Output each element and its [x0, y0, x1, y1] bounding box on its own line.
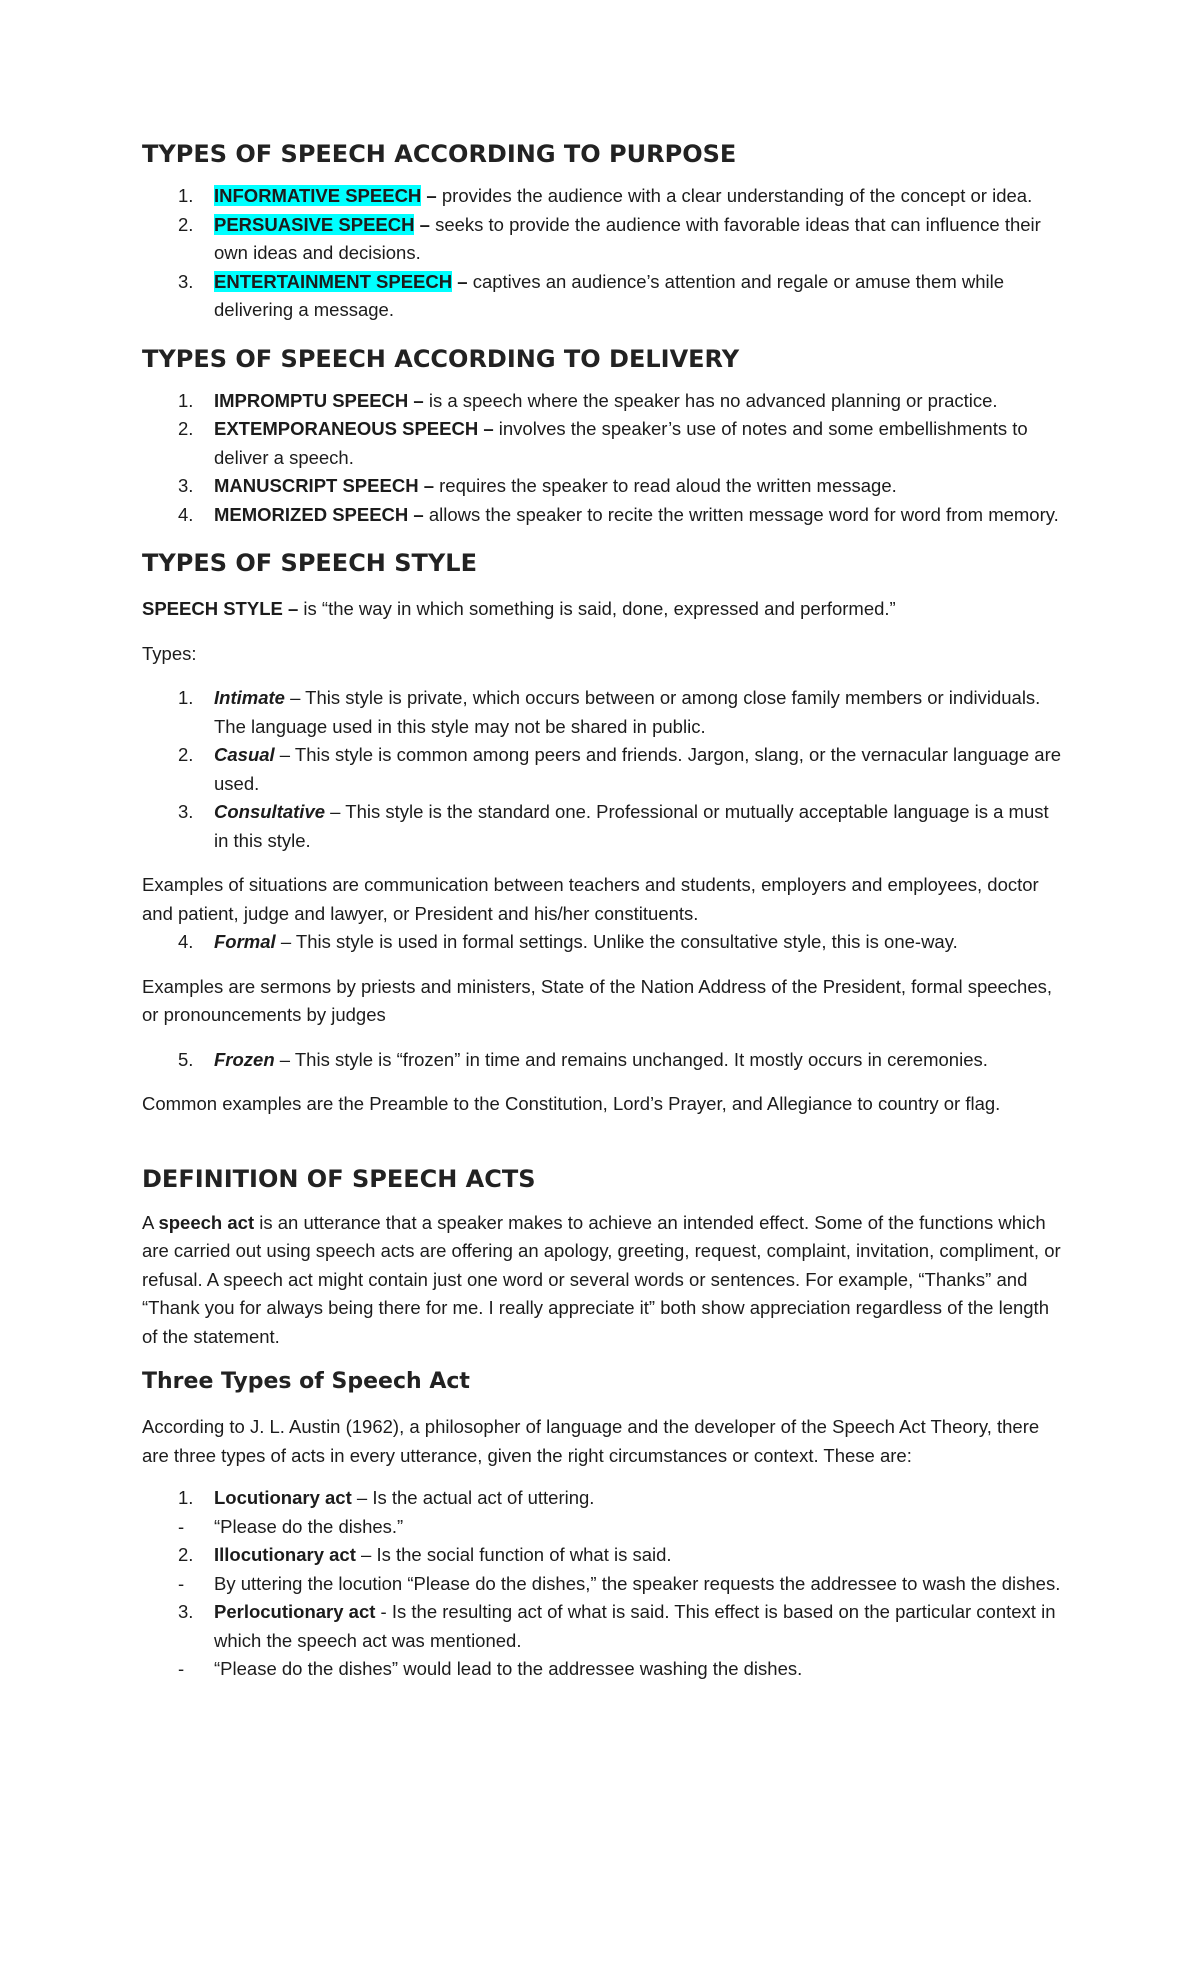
list-item [142, 501, 1062, 530]
item-text: requires the speaker to read aloud the written message. [433, 475, 897, 496]
item-text: – This style is used in formal settings. Unlike the consultative style, this is one-way. [275, 931, 958, 952]
list-item [142, 387, 1062, 416]
heading-delivery: TYPES OF SPEECH ACCORDING TO DELIVERY [142, 344, 740, 373]
highlighted-term: ENTERTAINMENT SPEECH [214, 270, 453, 292]
list-item [142, 928, 1062, 957]
item-term: IMPROMPTU SPEECH – [214, 389, 424, 411]
list-number: 3. [178, 801, 194, 822]
item-term: Consultative [214, 801, 326, 822]
item-term: Perlocutionary act [214, 1601, 376, 1622]
item-text: “Please do the dishes” would lead to the addressee washing the dishes. [214, 1658, 803, 1679]
list-item [142, 415, 1062, 472]
list-item [142, 1598, 1062, 1655]
list-number: 2. [178, 1544, 194, 1565]
list-number: 4. [178, 503, 194, 525]
list-number: 1. [178, 687, 194, 708]
list-number: 2. [178, 744, 194, 765]
item-text: – This style is the standard one. Professional or mutually acceptable language is a must in this style. [214, 801, 1049, 851]
list-number: 3. [178, 1601, 194, 1622]
item-text: seeks to provide the audience with favorable ideas that can influence their own ideas and decisions. [214, 213, 1041, 263]
list-item [142, 211, 1062, 268]
document-content [142, 138, 1062, 1684]
list-number: 3. [178, 270, 194, 292]
para-text: A [142, 1211, 159, 1233]
term-separator: – [414, 213, 436, 235]
examples-paragraph: Examples are sermons by priests and ministers, State of the Nation Address of the President, formal speeches, or pronouncements by judges [142, 975, 1053, 1025]
list-number: 1. [178, 389, 194, 411]
dash-item [142, 1655, 1062, 1684]
list-number: 3. [178, 475, 194, 496]
para-text: is an utterance that a speaker makes to achieve an intended effect. Some of the functions which are carried out using speech acts are offering an apology, greeting, request, complaint, invitation, compliment, or refusal. A speech act might contain just one word or several words or sentences. For example, “Thanks” and “Thank you for always being there for me. I really appreciate it” both show appreciation regardless of the length of the statement. [142, 1211, 1061, 1347]
item-term: MANUSCRIPT SPEECH – [214, 475, 434, 496]
item-text: involves the speaker’s use of notes and some embellishments to deliver a speech. [214, 418, 1028, 468]
item-term: MEMORIZED SPEECH – [214, 503, 424, 525]
list-number: 4. [178, 931, 194, 952]
list-item [142, 1541, 1062, 1570]
item-term: Illocutionary act [214, 1544, 356, 1565]
item-term: Casual [214, 744, 275, 765]
list-number: 5. [178, 1048, 194, 1070]
item-text: – This style is “frozen” in time and remains unchanged. It mostly occurs in ceremonies. [274, 1048, 988, 1070]
intro-paragraph: According to J. L. Austin (1962), a philosopher of language and the developer of the Speech Act Theory, there are three types of acts in every utterance, given the right circumstances or context. These are: [142, 1416, 1040, 1466]
list-number: 2. [178, 418, 194, 439]
item-text: – Is the social function of what is said. [355, 1544, 672, 1565]
dash-marker: - [178, 1515, 185, 1537]
item-term: Formal [214, 931, 276, 952]
list-item [142, 1484, 1062, 1513]
list-number: 2. [178, 213, 194, 235]
list-item [142, 182, 1062, 211]
list-number: 1. [178, 185, 194, 206]
heading-purpose: TYPES OF SPEECH ACCORDING TO PURPOSE [142, 140, 737, 168]
dash-marker: - [178, 1658, 185, 1679]
heading-three-types: Three Types of Speech Act [142, 1369, 470, 1394]
list-item [142, 741, 1062, 798]
item-term: Frozen [214, 1048, 275, 1070]
para-term: speech act [158, 1211, 255, 1233]
speech-act-paragraph [142, 1209, 1062, 1352]
item-term: Locutionary act [214, 1487, 352, 1508]
speech-style-definition [142, 595, 1062, 624]
item-text: is a speech where the speaker has no advanced planning or practice. [423, 389, 998, 411]
term-separator: – [421, 185, 442, 206]
item-text: – This style is common among peers and friends. Jargon, slang, or the vernacular language are used. [214, 744, 1062, 794]
dash-item [142, 1513, 1062, 1542]
item-text: – This style is private, which occurs between or among close family members or individuals. The language used in this style may not be shared in public. [214, 687, 1041, 737]
heading-speech-acts: DEFINITION OF SPEECH ACTS [142, 1164, 536, 1193]
list-number: 1. [178, 1487, 194, 1508]
highlighted-term: PERSUASIVE SPEECH [214, 213, 415, 235]
item-text: – Is the actual act of uttering. [351, 1487, 595, 1508]
item-text: allows the speaker to recite the written message word for word from memory. [423, 503, 1059, 525]
item-text: provides the audience with a clear understanding of the concept or idea. [441, 185, 1033, 206]
list-item [142, 1046, 1062, 1075]
list-item [142, 684, 1062, 741]
list-item [142, 472, 1062, 501]
definition-term: SPEECH STYLE – [142, 598, 299, 619]
dash-marker: - [178, 1572, 185, 1594]
heading-speech-style: TYPES OF SPEECH STYLE [142, 549, 477, 577]
list-item [142, 798, 1062, 855]
types-label: Types: [142, 642, 197, 664]
term-separator: – [452, 270, 473, 292]
dash-item [142, 1570, 1062, 1599]
item-text: “Please do the dishes.” [214, 1515, 404, 1537]
item-text: captives an audience’s attention and regale or amuse them while delivering a message. [214, 270, 1005, 320]
list-item [142, 268, 1062, 325]
item-text: By uttering the locution “Please do the dishes,” the speaker requests the addressee to wash the dishes. [214, 1572, 1061, 1594]
highlighted-term: INFORMATIVE SPEECH [214, 185, 422, 206]
examples-paragraph: Common examples are the Preamble to the Constitution, Lord’s Prayer, and Allegiance to country or flag. [142, 1093, 1001, 1114]
definition-text: is “the way in which something is said, done, expressed and performed.” [298, 598, 896, 619]
item-text: - Is the resulting act of what is said. This effect is based on the particular context in which the speech act was mentioned. [214, 1601, 1056, 1651]
examples-paragraph: Examples of situations are communication between teachers and students, employers and employees, doctor and patient, judge and lawyer, or President and his/her constituents. [142, 874, 1039, 924]
item-term: EXTEMPORANEOUS SPEECH – [214, 418, 494, 439]
item-term: Intimate [214, 687, 285, 708]
